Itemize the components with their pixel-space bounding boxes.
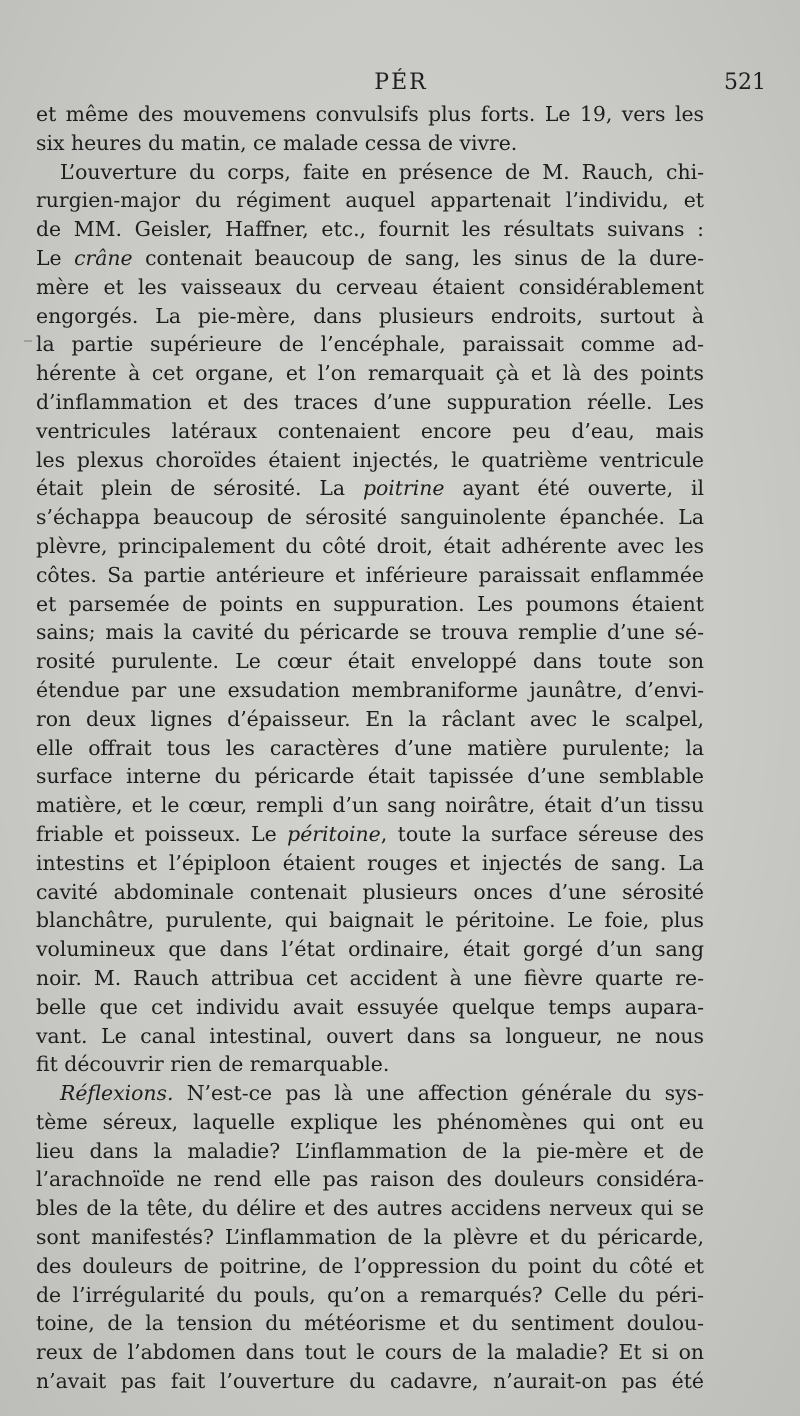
text-line bbox=[36, 215, 704, 244]
text-run: n’avait pas fait l’ouverture du cadavre, n’aurait-on pas été bbox=[36, 1369, 704, 1394]
text-line bbox=[36, 417, 704, 446]
text-line bbox=[36, 1309, 704, 1338]
page-number: 521 bbox=[724, 70, 766, 95]
text-run: ayant été ouverte, il bbox=[444, 476, 704, 501]
margin-mark bbox=[24, 340, 32, 342]
text-line bbox=[36, 676, 704, 705]
text-line bbox=[36, 762, 704, 791]
text-run: contenait beaucoup de sang, les sinus de la dure- bbox=[132, 245, 704, 270]
text-line bbox=[36, 705, 704, 734]
text-run: ventricules latéraux contenaient encore peu d’eau, mais bbox=[36, 418, 704, 443]
text-line bbox=[36, 1367, 704, 1396]
text-run: de l’irrégularité du pouls, qu’on a remarqués? Celle du péri- bbox=[36, 1282, 704, 1307]
italic-term: crâne bbox=[74, 245, 133, 270]
text-run: L’ouverture du corps, faite en présence de M. Rauch, chi- bbox=[60, 159, 704, 184]
text-line bbox=[36, 618, 704, 647]
text-run: la partie supérieure de l’encéphale, paraissait comme ad- bbox=[36, 332, 704, 357]
text-line bbox=[36, 302, 704, 331]
text-line bbox=[36, 647, 704, 676]
text-line bbox=[36, 330, 704, 359]
text-line bbox=[36, 734, 704, 763]
text-line bbox=[36, 964, 704, 993]
text-run: matière, et le cœur, rempli d’un sang noirâtre, était d’un tissu bbox=[36, 793, 704, 818]
text-run: de MM. Geisler, Haffner, etc., fournit les résultats suivans : bbox=[36, 217, 704, 242]
text-run: s’échappa beaucoup de sérosité sanguinolente épanchée. La bbox=[36, 505, 704, 530]
text-line bbox=[36, 100, 704, 129]
text-run: cavité abdominale contenait plusieurs onces d’une sérosité bbox=[36, 879, 704, 904]
text-line bbox=[36, 273, 704, 302]
text-run: sains; mais la cavité du péricarde se trouva remplie d’une sé- bbox=[36, 620, 704, 645]
text-run: noir. M. Rauch attribua cet accident à une fièvre quarte re- bbox=[36, 965, 704, 990]
text-line bbox=[36, 820, 704, 849]
italic-term: poitrine bbox=[362, 476, 445, 501]
text-line bbox=[36, 359, 704, 388]
text-line bbox=[36, 503, 704, 532]
text-run: six heures du matin, ce malade cessa de vivre. bbox=[36, 130, 518, 155]
text-line bbox=[36, 532, 704, 561]
text-line bbox=[36, 849, 704, 878]
text-line bbox=[36, 129, 704, 158]
text-line bbox=[36, 1223, 704, 1252]
text-run: rurgien-major du régiment auquel appartenait l’individu, et bbox=[36, 188, 704, 213]
text-line bbox=[36, 561, 704, 590]
text-run: engorgés. La pie-mère, dans plusieurs endroits, surtout à bbox=[36, 303, 704, 328]
text-run: toine, de la tension du météorisme et du sentiment doulou- bbox=[36, 1311, 704, 1336]
text-run: bles de la tête, du délire et des autres accidens nerveux qui se bbox=[36, 1196, 704, 1221]
text-line bbox=[36, 1165, 704, 1194]
text-run: volumineux que dans l’état ordinaire, était gorgé d’un sang bbox=[36, 937, 704, 962]
text-run: surface interne du péricarde était tapissée d’une semblable bbox=[36, 764, 704, 789]
text-run: était plein de sérosité. La bbox=[36, 476, 363, 501]
text-run: lieu dans la maladie? L’inflammation de la pie-mère et de bbox=[36, 1138, 704, 1163]
text-line bbox=[36, 1194, 704, 1223]
running-title: PÉR bbox=[374, 70, 428, 95]
text-line bbox=[36, 1050, 704, 1079]
text-line bbox=[36, 590, 704, 619]
text-run: rosité purulente. Le cœur était enveloppé dans toute son bbox=[36, 649, 704, 674]
text-line bbox=[36, 935, 704, 964]
text-run: plèvre, principalement du côté droit, était adhérente avec les bbox=[36, 533, 704, 558]
text-run: intestins et l’épiploon étaient rouges et injectés de sang. La bbox=[36, 850, 704, 875]
text-run: , toute la surface séreuse des bbox=[380, 821, 704, 846]
text-run: et parsemée de points en suppuration. Les poumons étaient bbox=[36, 591, 704, 616]
text-line bbox=[36, 244, 704, 273]
text-line bbox=[36, 1079, 704, 1108]
text-run: mère et les vaisseaux du cerveau étaient considérablement bbox=[36, 274, 704, 299]
text-line bbox=[36, 1252, 704, 1281]
text-run: vant. Le canal intestinal, ouvert dans sa longueur, ne nous bbox=[36, 1023, 704, 1048]
text-line bbox=[36, 791, 704, 820]
text-run: l’arachnoïde ne rend elle pas raison des douleurs considéra- bbox=[36, 1167, 704, 1192]
text-line bbox=[36, 158, 704, 187]
text-run: les plexus choroïdes étaient injectés, le quatrième ventricule bbox=[36, 447, 704, 472]
text-run: hérente à cet organe, et l’on remarquait çà et là des points bbox=[36, 361, 704, 386]
text-line bbox=[36, 1108, 704, 1137]
italic-term: péritoine bbox=[287, 821, 381, 846]
text-line bbox=[36, 474, 704, 503]
text-run: friable et poisseux. Le bbox=[36, 821, 288, 846]
body-text bbox=[36, 100, 704, 1396]
text-line bbox=[36, 993, 704, 1022]
text-run: et même des mouvemens convulsifs plus forts. Le 19, vers les bbox=[36, 102, 704, 126]
text-line bbox=[36, 878, 704, 907]
italic-term: Réflexions. bbox=[60, 1081, 174, 1106]
text-run: côtes. Sa partie antérieure et inférieure paraissait enflammée bbox=[36, 562, 704, 587]
text-line bbox=[36, 1281, 704, 1310]
text-run: ron deux lignes d’épaisseur. En la râclant avec le scalpel, bbox=[36, 706, 704, 731]
text-run: blanchâtre, purulente, qui baignait le péritoine. Le foie, plus bbox=[36, 908, 704, 933]
text-run: tème séreux, laquelle explique les phénomènes qui ont eu bbox=[36, 1109, 704, 1134]
text-run: étendue par une exsudation membraniforme jaunâtre, d’envi- bbox=[36, 677, 704, 702]
text-line bbox=[36, 1338, 704, 1367]
text-line bbox=[36, 1022, 704, 1051]
text-line bbox=[36, 446, 704, 475]
text-line bbox=[36, 906, 704, 935]
text-run: des douleurs de poitrine, de l’oppression du point du côté et bbox=[36, 1253, 704, 1278]
text-run: fit découvrir rien de remarquable. bbox=[36, 1052, 390, 1077]
text-line bbox=[36, 186, 704, 215]
text-run: belle que cet individu avait essuyée quelque temps aupara- bbox=[36, 994, 704, 1019]
text-line bbox=[36, 388, 704, 417]
text-run: Le bbox=[36, 245, 75, 270]
text-line bbox=[36, 1137, 704, 1166]
text-run: N’est-ce pas là une affection générale du sys- bbox=[173, 1081, 704, 1106]
text-run: reux de l’abdomen dans tout le cours de la maladie? Et si on bbox=[36, 1340, 704, 1365]
text-run: sont manifestés? L’inflammation de la plèvre et du péricarde, bbox=[36, 1225, 704, 1250]
page-header bbox=[36, 64, 766, 104]
text-run: elle offrait tous les caractères d’une matière purulente; la bbox=[36, 735, 704, 760]
text-run: d’inflammation et des traces d’une suppuration réelle. Les bbox=[36, 389, 704, 414]
